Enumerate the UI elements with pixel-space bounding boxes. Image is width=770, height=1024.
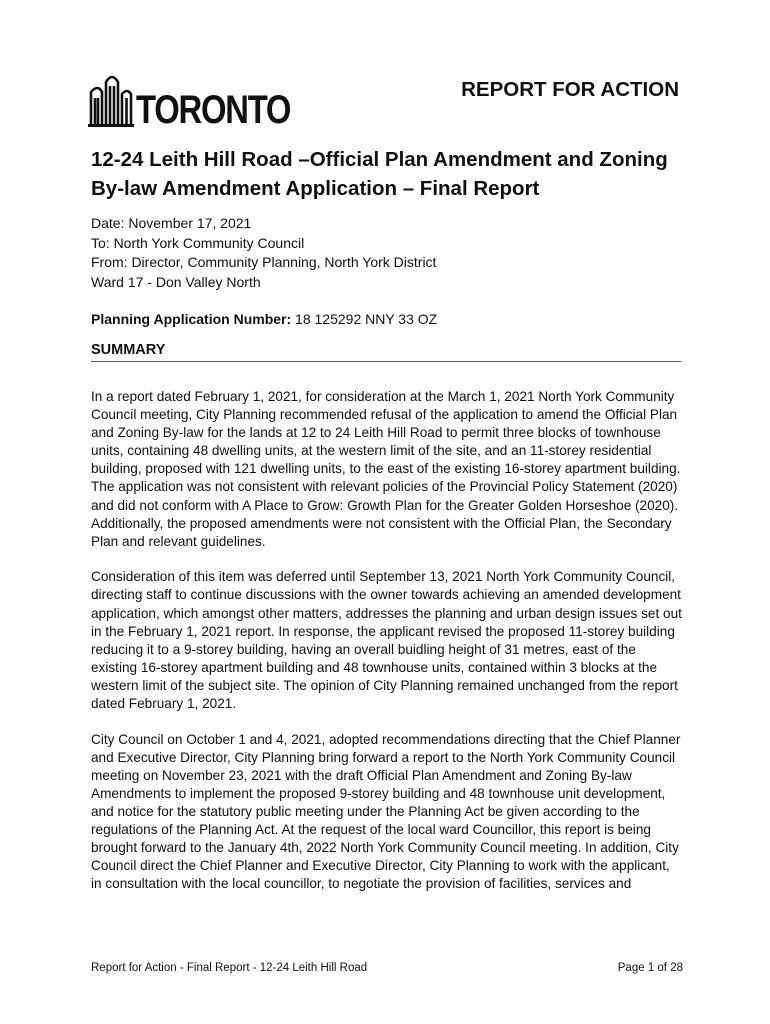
report-recipient: To: North York Community Council bbox=[91, 234, 305, 251]
summary-paragraph: Consideration of this item was deferred until September 13, 2021 North York Community Council, directing staff to continue discussions with the owner towards achieving an amended development application, which amongst other matters, addresses the planning and urban design issues set out in the February 1, 2021 report. In response, the applicant revised the proposed 11-storey building reducing it to a 9-storey building, having an overall buidling height of 31 metres, east of the existing 16-storey apartment building and 48 townhouse units, contained within 3 blocks at the western limit of the subject site. The opinion of City Planning remained unchanged from the report dated February 1, 2021. bbox=[91, 569, 682, 711]
summary-paragraph: In a report dated February 1, 2021, for consideration at the March 1, 2021 North York Community Council meeting, City Planning recommended refusal of the application to amend the Official Plan and Zoning By-law for the lands at 12 to 24 Leith Hill Road to permit three blocks of townhouse units, containing 48 dwelling units, at the western limit of the site, and an 11-storey residential building, proposed with 121 dwelling units, to the east of the existing 16-storey apartment building. The application was not consistent with relevant policies of the Provincial Policy Statement (2020) and did not conform with A Place to Grow: Growth Plan for the Greater Golden Horseshoe (2020). Additionally, the proposed amendments were not consistent with the Official Plan, the Secondary Plan and relevant guidelines. bbox=[91, 389, 681, 549]
application-number-value: 18 125292 NNY 33 OZ bbox=[291, 311, 438, 327]
logo-wordmark: TORONTO bbox=[136, 88, 291, 132]
page-number: Page 1 of 28 bbox=[617, 962, 683, 974]
application-number-label: Planning Application Number: bbox=[91, 311, 292, 327]
report-type-label: REPORT FOR ACTION bbox=[461, 78, 679, 101]
footer-title: Report for Action - Final Report - 12-24 Leith Hill Road bbox=[91, 962, 368, 974]
summary-heading: SUMMARY bbox=[91, 342, 681, 362]
report-meta bbox=[91, 214, 436, 292]
summary-paragraph: City Council on October 1 and 4, 2021, adopted recommendations directing that the Chief Planner and Executive Director, City Planning bring forward a report to the North York Community Council meeting on November 23, 2021 with the draft Official Plan Amendment and Zoning By-law Amendments to implement the proposed 9-storey building and 48 townhouse unit development, and notice for the statutory public meeting under the Planning Act be given according to the regulations of the Planning Act. At the request of the local ward Councillor, this report is being brought forward to the January 4th, 2022 North York Community Council meeting. In addition, City Council direct the Chief Planner and Executive Director, City Planning to work with the applicant, in consultation with the local councillor, to negotiate the provision of facilities, services and bbox=[91, 731, 681, 892]
city-hall-icon bbox=[88, 70, 134, 128]
toronto-logo bbox=[88, 68, 324, 132]
report-sender: From: Director, Community Planning, North York District bbox=[91, 254, 437, 270]
report-ward: Ward 17 - Don Valley North bbox=[91, 273, 261, 290]
report-title: 12-24 Leith Hill Road –Official Plan Amendment and Zoning By-law Amendment Application – Final Report bbox=[91, 148, 668, 200]
planning-application-number bbox=[91, 310, 437, 329]
summary-body bbox=[91, 388, 683, 911]
page-footer bbox=[91, 962, 683, 974]
report-date: Date: November 17, 2021 bbox=[91, 215, 252, 231]
